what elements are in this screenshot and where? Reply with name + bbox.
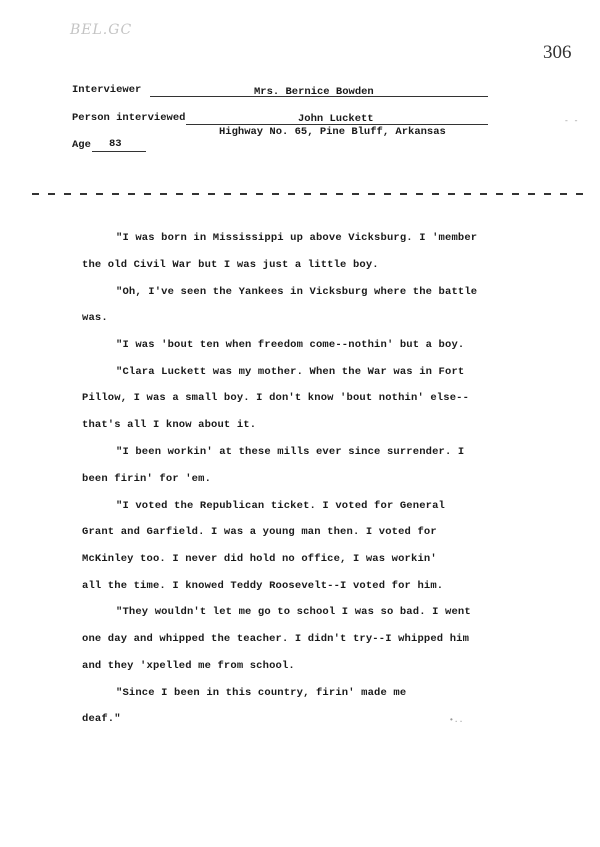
interviewer-label: Interviewer [72,84,142,96]
archive-stamp: BEL.GC [70,22,133,38]
age-value: 83 [109,138,122,150]
body-line: one day and whipped the teacher. I didn't try--I whipped him [82,633,470,645]
age-underline [92,151,146,152]
body-line: McKinley too. I never did hold no office, I was workin' [82,553,437,565]
margin-mark: •.. [449,716,464,725]
body-line: the old Civil War but I was just a little boy. [82,259,379,271]
body-line: that's all I know about it. [82,419,257,431]
age-label: Age [72,139,91,151]
body-line: "They wouldn't let me go to school I was so bad. I went [116,606,471,618]
body-line: was. [82,312,108,324]
body-line: "Since I been in this country, firin' made me [116,687,407,699]
body-line: "I voted the Republican ticket. I voted for General [116,500,446,512]
body-line: "I was born in Mississippi up above Vicksburg. I 'member [116,232,478,244]
body-line: "Clara Luckett was my mother. When the War was in Fort [116,366,465,378]
body-line: all the time. I knowed Teddy Roosevelt--I voted for him. [82,580,444,592]
page-number: 306 [543,42,572,63]
body-line: "Oh, I've seen the Yankees in Vicksburg where the battle [116,286,478,298]
person-name: John Luckett [298,113,374,125]
margin-mark: - - [564,117,579,126]
interviewer-name: Mrs. Bernice Bowden [254,86,374,98]
body-line: been firin' for 'em. [82,473,212,485]
section-divider [32,193,584,195]
body-line: and they 'xpelled me from school. [82,660,295,672]
person-interviewed-label: Person interviewed [72,112,186,124]
body-line: "I was 'bout ten when freedom come--nothin' but a boy. [116,339,465,351]
body-line: Pillow, I was a small boy. I don't know 'bout nothin' else-- [82,392,470,404]
body-line: Grant and Garfield. I was a young man then. I voted for [82,526,437,538]
person-address: Highway No. 65, Pine Bluff, Arkansas [219,126,446,138]
body-line: "I been workin' at these mills ever since surrender. I [116,446,465,458]
body-line: deaf." [82,713,121,725]
